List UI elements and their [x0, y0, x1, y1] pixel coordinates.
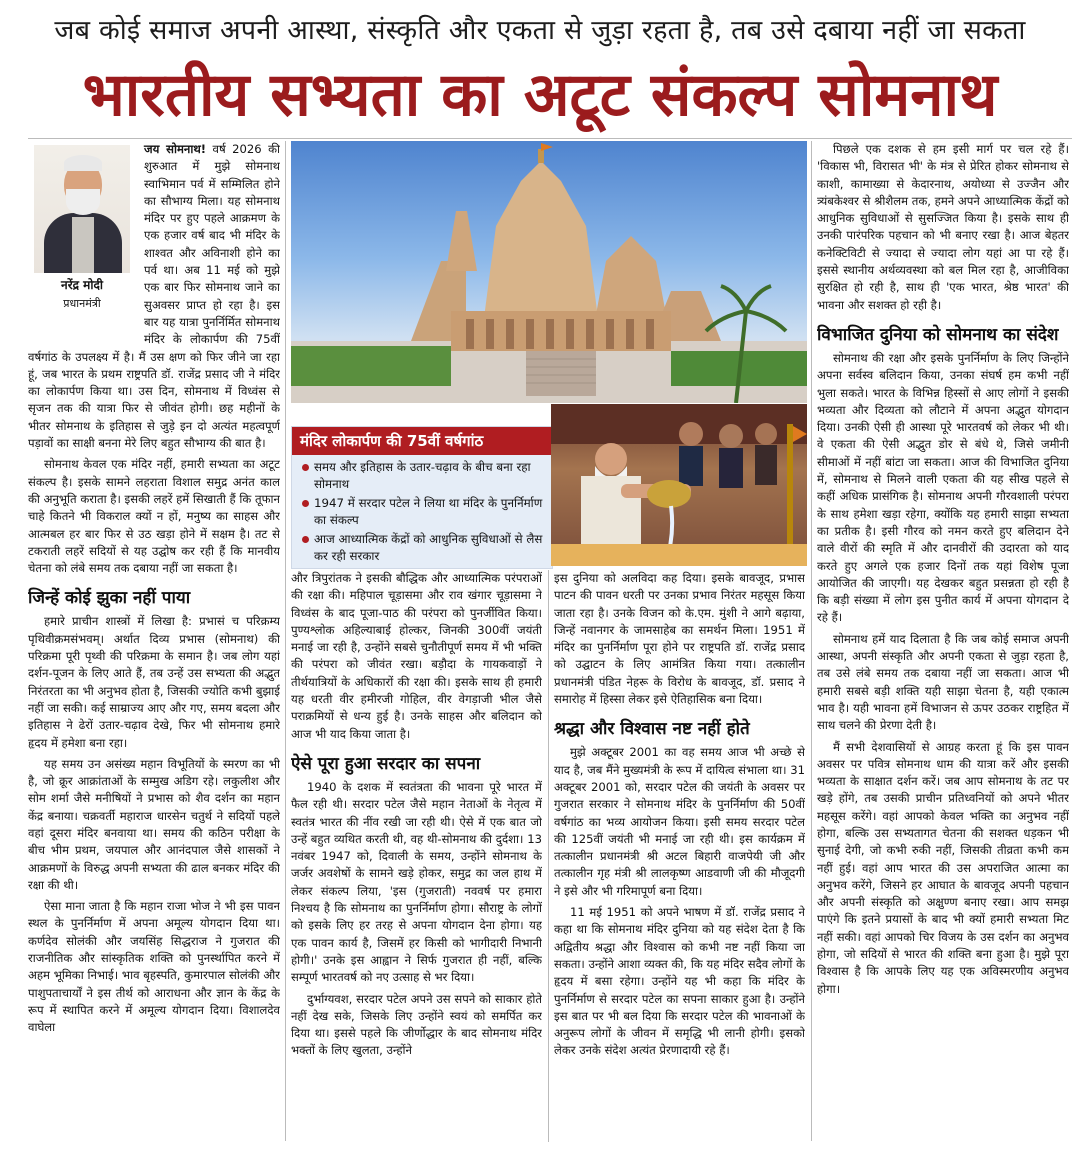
column-divider-2 — [811, 141, 812, 1141]
highlight-bullet: आज आध्यात्मिक केंद्रों को आधुनिक सुविधाओं से लैस कर रही सरकार — [302, 531, 546, 565]
lead-phrase: जय सोमनाथ! — [144, 142, 207, 156]
paragraph: सोमनाथ हमें याद दिलाता है कि जब कोई समाज अपनी आस्था, अपनी संस्कृति और अपनी एकता से जुड़ा रहता है, तब उसे लंबे समय तक दबाया नहीं जा सकता। आज भी हमारी सबसे बड़ी शक्ति यही साझा चेतना है, यही एकात्म भाव है। यही भावना हमें विभाजन से ऊपर उठकर राष्ट्रहित में साथ चलने की प्रेरणा देती है। — [817, 631, 1069, 733]
paragraph: हमारे प्राचीन शास्त्रों में लिखा है: प्रभासं च परिक्रम्य पृथिवीक्रमसंभवम्। अर्थात दिव्य प्रभास (सोमनाथ) की परिक्रमा पूरी पृथ्वी की परिक्रमा के समान है। जब लोग यहां दर्शन-पूजन के लिए आते हैं, तब उन्हें उस सभ्यता की अद्भुत निरंतरता का भी अनुभव होता है, जिसकी ज्योति कभी बुझाई नहीं जा सकी। कई साम्राज्य आए और गए, समय बदला और इतिहास ने ढेरों उतार-चढ़ाव देखे, फिर भी सोमनाथ हमारे हृदय में हमेशा बना रहा। — [28, 614, 280, 750]
paragraph: इस दुनिया को अलविदा कह दिया। इसके बावजूद, प्रभास पाटन की पावन धरती पर उनका प्रभाव निरंतर महसूस किया जाता रहा है। उनके विजन को के.एम. मुंशी ने आगे बढ़ाया, जिन्हें नवानगर के जामसाहेब का समर्थन मिला। 1951 में मंदिर का पुनर्निर्माण पूरा होने पर राष्ट्रपति डॉ. राजेंद्र प्रसाद को उद्घाटन के लिए आमंत्रित किया गया। तत्कालीन प्रधानमंत्री पंडित नेहरू के विरोध के बावजूद, डॉ. प्रसाद ने समारोह में हिस्सा लेकर इसे ऐतिहासिक बना दिया। — [554, 571, 805, 707]
paragraph: 11 मई 1951 को अपने भाषण में डॉ. राजेंद्र प्रसाद ने कहा था कि सोमनाथ मंदिर दुनिया को यह संदेश देता है कि अद्वितीय श्रद्धा और विश्वास को कभी नष्ट नहीं किया जा सकता। उन्होंने आशा व्यक्त की, कि यह मंदिर सदैव लोगों के हृदय में बसा रहेगा। उन्होंने यह भी कहा कि मंदिर के पुनर्निर्माण से सरदार पटेल का सपना साकार हुआ है। उन्होंने इस बात पर भी बल दिया कि सरदार पटेल की भावनाओं के अनुरूप लोगों के जीवन में समृद्धि भी लानी होगी। इसको लेकर उनके संदेश अत्यंत प्रेरणादायी रहे हैं। — [554, 905, 805, 1058]
paragraph: और त्रिपुरांतक ने इसकी बौद्धिक और आध्यात्मिक परंपराओं की रक्षा की। महिपाल चूड़ासमा और राव खंगार चूड़ासमा ने विध्वंस के बाद पूजा-पाठ की परंपरा को पुनर्जीवित किया। पुण्यश्लोक अहिल्याबाई होल्कर, जिनकी 300वीं जयंती मनाई जा रही है, उन्होंने सबसे चुनौतीपूर्ण समय में भी भक्ति की परंपरा को जीवंत रखा। बड़ौदा के गायकवाड़ों ने तीर्थयात्रियों के अधिकारों की रक्षा की। इसके साथ ही हमारी यह धरती वीर हमीरजी गोहिल, वीर वेगड़ाजी भील जैसे पराक्रमियों से धन्य हुई है। उनके साहस और बलिदान को आज भी याद किया जाता है। — [291, 571, 542, 741]
ceremony-illustration — [551, 404, 807, 566]
paragraph: दुर्भाग्यवश, सरदार पटेल अपने उस सपने को साकार होते नहीं देख सके, जिसके लिए उन्होंने स्वयं को समर्पित कर दिया था। इससे पहले कि जीर्णोद्धार के बाद सोमनाथ मंदिर भक्तों के लिए खुलता, उन्होंने — [291, 991, 542, 1058]
author-title: प्रधानमंत्री — [63, 297, 101, 310]
author-photo — [34, 145, 130, 273]
author-name: नरेंद्र मोदी — [61, 278, 103, 292]
paragraph: ऐसा माना जाता है कि महान राजा भोज ने भी इस पावन स्थल के पुनर्निर्माण में अपना अमूल्य योगदान दिया था। कर्णदेव सोलंकी और जयसिंह सिद्धराज ने गुजरात की राजनीतिक और सांस्कृतिक शक्ति को पुनर्स्थापित करने में अहम भूमिका निभाई। भाव बृहस्पति, कुमारपाल सोलंकी और पाशुपताचार्यों ने इस तीर्थ को आराधना और ज्ञान के केंद्र के रूप में स्थापित करने में अमूल्य योगदान दिया। विशालदेव वाघेला — [28, 899, 280, 1035]
subheading-4: विभाजित दुनिया को सोमनाथ का संदेश — [817, 324, 1059, 345]
paragraph: मैं सभी देशवासियों से आग्रह करता हूं कि इस पावन अवसर पर पवित्र सोमनाथ धाम की यात्रा करें और इसकी भव्यता के साक्षात दर्शन करें। जब आप सोमनाथ के तट पर खड़े होंगे, तब उसकी प्राचीन प्रतिध्वनियों को अपने भीतर महसूस करेंगे। वहां आपको केवल भक्ति का अनुभव नहीं होगा, बल्कि उस सभ्यतागत चेतना की सशक्त धड़कन भी सुनाई देगी, जो कभी रुकी नहीं, जिसकी तीव्रता कभी कम नहीं हुई। वहां आप भारत की उस अपराजित आत्मा का अनुभव करेंगे, जिसने हर आघात के बावजूद अपनी पहचान और अपनी संस्कृति को अक्षुण्ण बनाए रखा। आप समझ पाएंगे कि इतने प्रयासों के बाद भी क्यों हमारी सभ्यता मिट नहीं सकी। वहां आपको चिर विजय के उस दर्शन का अनुभव होगा, जो सदियों से भारत की शक्ति बना हुआ है। मुझे पूरा विश्वास है कि आपके लिए यह एक अविस्मरणीय अनुभव होगा। — [817, 739, 1069, 996]
kicker-line: जब कोई समाज अपनी आस्था, संस्कृति और एकता से जुड़ा रहता है, तब उसे दबाया नहीं जा सकता — [54, 15, 1026, 46]
somnath-temple-photo — [291, 141, 807, 403]
column-divider-3 — [548, 570, 549, 1142]
article-column-1 — [28, 141, 280, 1146]
paragraph: सोमनाथ केवल एक मंदिर नहीं, हमारी सभ्यता का अटूट संकल्प है। इसके सामने लहराता विशाल समुद्र अनंत काल की अनुभूति कराता है। इसकी लहरें हमें सिखाती हैं कि तूफान चाहे कितने भी विकराल क्यों न हों, मनुष्य का साहस और आत्मबल हर बार फिर से उठ खड़ा होने में सक्षम है। तट से टकराती लहरें सदियों से यह उद्घोष कर रही हैं कि मानवीय चेतना को लंबे समय तक दबाया नहीं जा सकता है। — [28, 457, 280, 576]
subheading-3: श्रद्धा और विश्वास नष्ट नहीं होते — [554, 719, 750, 740]
subheading-1: जिन्हें कोई झुका नहीं पाया — [28, 588, 191, 609]
headline: भारतीय सभ्यता का अटूट संकल्प सोमनाथ — [82, 60, 998, 130]
highlight-box — [291, 426, 553, 569]
paragraph: यह समय उन असंख्य महान विभूतियों के स्मरण का भी है, जो क्रूर आक्रांताओं के सम्मुख अडिग रहे। लकुलीश और सोम शर्मा जैसे मनीषियों ने प्रभास को शैव दर्शन का महान केंद्र बनाया। चक्रवर्ती महाराज धारसेन चतुर्थ ने सदियों पहले वहां दूसरा मंदिर बनवाया था। समय की कठिन परीक्षा के बीच भीम प्रथम, जयपाल और आनंदपाल जैसे शासकों ने आक्रमणों के विरुद्ध अपनी सभ्यता की ढाल बनकर मंदिर की रक्षा की थी। — [28, 756, 280, 892]
highlight-box-heading: मंदिर लोकार्पण की 75वीं वर्षगांठ — [292, 427, 552, 455]
highlight-bullet: समय और इतिहास के उतार-चढ़ाव के बीच बना रहा सोमनाथ — [302, 459, 546, 493]
subheading-2: ऐसे पूरा हुआ सरदार का सपना — [291, 753, 481, 774]
article-column-3 — [554, 570, 805, 1146]
header-rule — [28, 138, 1072, 139]
article-column-2 — [291, 570, 542, 1146]
paragraph: वर्ष 2026 की शुरुआत में मुझे सोमनाथ स्वाभिमान पर्व में सम्मिलित होने का सौभाग्य मिला। यह सोमनाथ मंदिर पर हुए पहले आक्रमण के एक हजार वर्ष बाद भी मंदिर के शाश्वत और अविनाशी होने का पर्व था। अब 11 मई को मुझे एक बार फिर सोमनाथ जाने का सुअवसर प्राप्त हो रहा है। इस बार यह यात्रा पुनर्निर्मित सोमनाथ मंदिर के लोकार्पण की 75वीं वर्षगांठ के उपलक्ष्य में है। मैं उस क्षण को फिर जीने जा रहा हूं, जब भारत के प्रथम राष्ट्रपति डॉ. राजेंद्र प्रसाद जी ने मंदिर का लोकार्पण किया था। उस दिन, सोमनाथ में विध्वंस से सृजन तक की यात्रा फिर से जीवंत होगी। छह महीनों के भीतर सोमनाथ के इतिहास से जुड़े इन दो अत्यंत महत्वपूर्ण पड़ावों का साक्षी बनना मेरे लिए बहुत सौभाग्य की बात है। — [28, 142, 280, 451]
ceremony-photo — [551, 404, 807, 566]
temple-illustration — [291, 141, 807, 403]
paragraph: 1940 के दशक में स्वतंत्रता की भावना पूरे भारत में फैल रही थी। सरदार पटेल जैसे महान नेताओं के नेतृत्व में स्वतंत्र भारत की नींव रखी जा रही थी। ऐसे में एक बात जो उन्हें बहुत व्यथित करती थी, वह थी-सोमनाथ की दुर्दशा। 13 नवंबर 1947 को, दिवाली के समय, उन्होंने सोमनाथ के जर्जर अवशेषों के सामने खड़े होकर, समुद्र का जल हाथ में लेकर संकल्प लिया, 'इस (गुजराती) नववर्ष पर हमारा निश्चय है कि सोमनाथ का पुनर्निर्माण होगा। सौराष्ट्र के लोगों को इसके लिए हर तरह से अपना योगदान देना होगा। यह एक पावन कार्य है, जिसमें हर किसी को भागीदारी निभानी होगी।' उनके इस आह्वान ने सिर्फ गुजरात ही नहीं, बल्कि सम्पूर्ण भारतवर्ष को नए उत्साह से भर दिया। — [291, 779, 542, 985]
paragraph: पिछले एक दशक से हम इसी मार्ग पर चल रहे हैं। 'विकास भी, विरासत भी' के मंत्र से प्रेरित होकर सोमनाथ से काशी, कामाख्या से केदारनाथ, अयोध्या से उज्जैन और त्र्यंबकेश्वर से श्रीशैलम तक, हमने अपने आध्यात्मिक केंद्रों को आधुनिक सुविधाओं से सुसज्जित किया है। इसके साथ ही उनकी पारंपरिक पहचान को भी बनाए रखा है। आज बेहतर कनेक्टिविटी से ज्यादा से ज्यादा लोग यहां आ पा रहे हैं। इससे स्थानीय अर्थव्यवस्था को बल मिल रहा है, आजीविका सुरक्षित हो रही है, साथ ही 'एक भारत, श्रेष्ठ भारत' की भावना और सशक्त हो रही है। — [817, 142, 1069, 312]
highlight-list — [292, 459, 552, 565]
article-column-4 — [817, 141, 1069, 1146]
author-portrait — [28, 145, 136, 335]
highlight-bullet: 1947 में सरदार पटेल ने लिया था मंदिर के पुनर्निर्माण का संकल्प — [302, 495, 546, 529]
paragraph: सोमनाथ की रक्षा और इसके पुनर्निर्माण के लिए जिन्होंने अपना सर्वस्व बलिदान किया, उनका संघर्ष हम कभी नहीं भुला सकते। भारत के विभिन्न हिस्सों से आए लोगों ने इसकी भव्यता और दिव्यता को लौटाने में अपना अद्भुत योगदान दिया। उनकी ऐसी ही आस्था पूरे भारतवर्ष को लेकर भी थी। वे एकता की ऐसी अद्भुत डोर से बंधे थे, जिसे जमीनी सीमाओं में नहीं बांटा जा सकता। आज की विभाजित दुनिया में, सोमनाथ से मिलने वाली एकता की यह सीख पहले से कहीं अधिक प्रासंगिक है। सोमनाथ अपनी गौरवशाली परंपरा के साथ हमेशा खड़ा रहेगा, क्योंकि यह हमारी साझा सभ्यता का प्रतीक है। इसी गौरव को नमन करते हुए बलिदान देने वाले वीरों की स्मृति में और दानवीरों की उदारता को याद करते हुए अगले एक हजार दिनों तक यहां विशेष पूजा आयोजित की जाएगी। यह देखकर बहुत प्रसन्नता हो रही है कि बड़ी संख्या में लोग इस पुनीत कार्य में अपना योगदान दे रहे हैं। — [817, 350, 1069, 625]
column-divider-1 — [285, 141, 286, 1141]
paragraph: मुझे अक्टूबर 2001 का वह समय आज भी अच्छे से याद है, जब मैंने मुख्यमंत्री के रूप में दायित्व संभाला था। 31 अक्टूबर 2001 को, सरदार पटेल की जयंती के अवसर पर गुजरात सरकार ने सोमनाथ मंदिर के पुनर्निर्माण की 50वीं वर्षगांठ का भव्य आयोजन किया। इसी समय सरदार पटेल की 125वीं जयंती भी मनाई जा रही थी। इस कार्यक्रम में तत्कालीन प्रधानमंत्री श्री अटल बिहारी वाजपेयी जी और तत्कालीन गृह मंत्री श्री लालकृष्ण आडवाणी जी की मौजूदगी ने इसे और भी गरिमापूर्ण बना दिया। — [554, 745, 805, 898]
